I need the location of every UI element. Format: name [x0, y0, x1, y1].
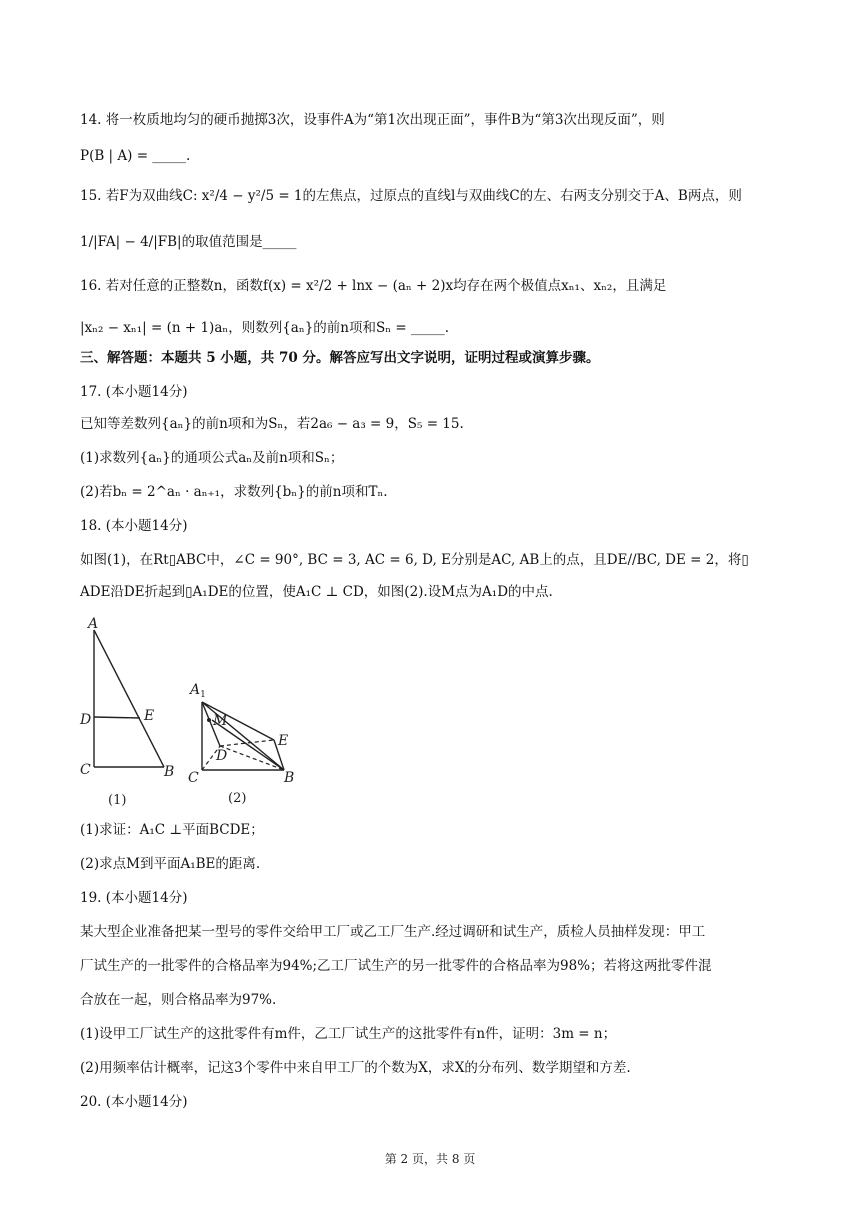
page-footer: 第 2 页，共 8 页	[384, 1152, 476, 1166]
fig2-label-b: B	[284, 770, 295, 786]
fig1-label-c: C	[80, 762, 91, 778]
q15-line-2: 1/|FA| − 4/|FB|的取值范围是_____	[80, 234, 297, 250]
fig1-caption: (1)	[108, 793, 127, 808]
fig2-hidden-db	[220, 746, 284, 770]
q15-line-1: 15. 若F为双曲线C: x²/4 − y²/5 = 1的左焦点，过原点的直线l与双曲线C的左、右两支分别交于A、B两点，则	[80, 188, 742, 204]
q19-stem-2: 厂试生产的一批零件的合格品率为94%;乙工厂试生产的另一批零件的合格品率为98%；若将这两批零件混	[80, 958, 712, 974]
fig1-segment-de	[94, 717, 140, 718]
fig1-label-b: B	[164, 764, 175, 780]
q18-stem-2: ADE沿DE折起到▯A₁DE的位置，使A₁C ⊥ CD，如图(2).设M点为A₁D的中点.	[80, 584, 553, 600]
fig2-hidden-edges	[202, 740, 284, 770]
q17-stem: 已知等差数列{aₙ}的前n项和为Sₙ，若2a₆ − a₃ = 9，S₅ = 15.	[80, 416, 464, 432]
q19-part-1: (1)设甲工厂试生产的这批零件有m件，乙工厂试生产的这批零件有n件，证明：3m = n；	[80, 1026, 617, 1042]
q19-stem-1: 某大型企业准备把某一型号的零件交给甲工厂或乙工厂生产.经过调研和试生产，质检人员抽样发现：甲工	[80, 924, 706, 940]
q14-line-2: P(B | A) = _____.	[80, 148, 191, 164]
q17-heading: 17. (本小题14分)	[80, 384, 188, 400]
fig1-label-d: D	[80, 712, 92, 728]
q16-line-2: |xₙ₂ − xₙ₁| = (n + 1)aₙ，则数列{aₙ}的前n项和Sₙ = _____.	[80, 320, 450, 336]
q18-stem-1: 如图(1)，在Rt▯ABC中，∠C = 90°, BC = 3, AC = 6, D, E分别是AC, AB上的点，且DE//BC, DE = 2，将▯	[80, 552, 749, 568]
fig2-label-d: D	[216, 748, 228, 764]
q14-line-1: 14. 将一枚质地均匀的硬币抛掷3次，设事件A为“第1次出现正面”，事件B为“第3次出现反面”，则	[80, 112, 665, 128]
fig2-point-m	[207, 718, 211, 722]
q19-heading: 19. (本小题14分)	[80, 890, 188, 906]
q17-part-1: (1)求数列{aₙ}的通项公式aₙ及前n项和Sₙ；	[80, 450, 344, 466]
q17-part-2: (2)若bₙ = 2^aₙ · aₙ₊₁，求数列{bₙ}的前n项和Tₙ.	[80, 484, 388, 500]
q18-heading: 18. (本小题14分)	[80, 518, 188, 534]
fig2-caption: (2)	[228, 791, 247, 806]
q19-stem-3: 合放在一起，则合格品率为97%.	[80, 992, 277, 1008]
q16-line-1: 16. 若对任意的正整数n，函数f(x) = x²/2 + lnx − (aₙ + 2)x均存在两个极值点xₙ₁、xₙ₂，且满足	[80, 278, 667, 294]
fig1-side-ab	[94, 630, 164, 767]
q20-heading: 20. (本小题14分)	[80, 1094, 188, 1110]
fig1-label-e: E	[144, 708, 155, 724]
fig2-label-m: M	[213, 713, 228, 729]
section-3-heading: 三、解答题：本题共 5 小题，共 70 分。解答应写出文字说明，证明过程或演算步骤。	[80, 350, 600, 366]
q18-part-2: (2)求点M到平面A₁BE的距离.	[80, 856, 261, 872]
geometry-figure-svg	[78, 612, 318, 812]
fig1-label-a: A	[88, 616, 99, 632]
q19-part-2: (2)用频率估计概率，记这3个零件中来自甲工厂的个数为X，求X的分布列、数学期望和方差.	[80, 1060, 631, 1076]
fig2-label-c: C	[188, 770, 199, 786]
q18-part-1: (1)求证：A₁C ⊥平面BCDE；	[80, 822, 264, 838]
fig2-label-e: E	[278, 733, 289, 749]
figure-1	[94, 630, 164, 767]
geometry-figure	[78, 612, 318, 812]
fig2-label-a1: $A_1$	[190, 682, 206, 700]
